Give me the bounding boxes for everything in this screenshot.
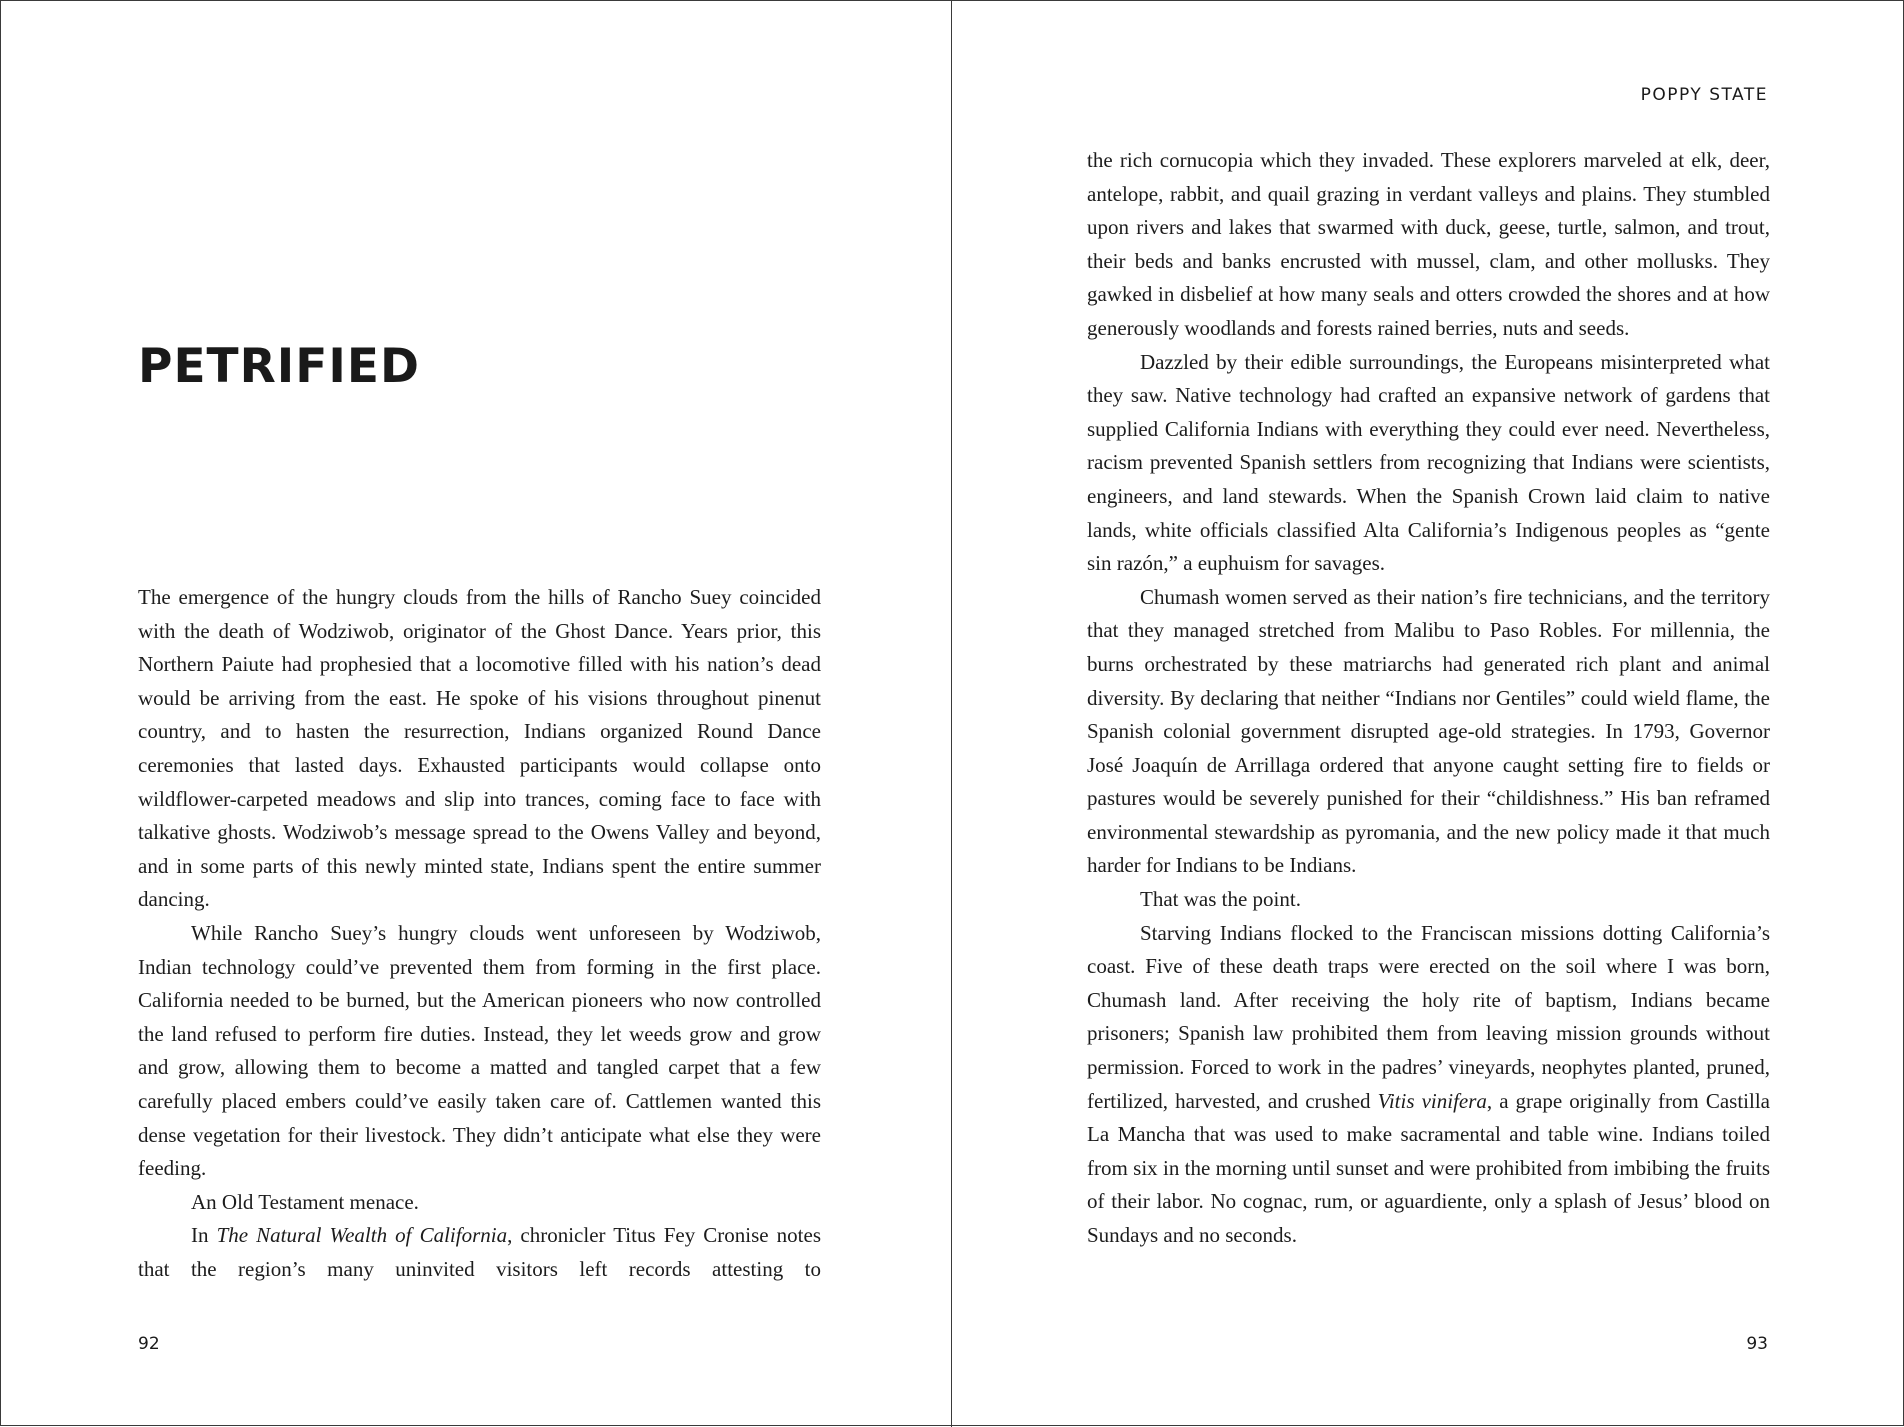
page-number-left: 92 [138,1334,160,1354]
page-number-right: 93 [1746,1334,1768,1354]
paragraph: Dazzled by their edible surroundings, the Europeans misinterpreted what they saw. Native technology had crafted an expansive network of gardens that supplied California Indians with everything they could ever need. Nevertheless, racism prevented Spanish settlers from recognizing that Indians were scientists, engineers, and land stewards. When the Spanish Crown laid claim to native lands, white officials classified Alta California’s Indigenous peoples as “gente sin razón,” a euphuism for savages. [1087,349,1770,576]
text-run: , a grape originally from Castilla La Mancha that was used to make sacramental and table wine. Indians toiled from six in the morning until sunset and were prohibited from imbibing the fruits of their labor. No cognac, rum, or aguardiente, only a splash of Jesus’ blood on Sundays and no seconds. [1087,1088,1770,1247]
right-body-text [1087,144,1770,1253]
left-page [1,1,951,1425]
running-head: POPPY STATE [1640,85,1768,105]
paragraph [1087,917,1770,1253]
paragraph: the rich cornucopia which they invaded. These explorers marveled at elk, deer, antelope, rabbit, and quail grazing in verdant valleys and plains. They stumbled upon rivers and lakes that swarmed with duck, geese, turtle, salmon, and trout, their beds and banks encrusted with mussel, clam, and other mollusks. They gawked in disbelief at how many seals and otters crowded the shores and at how generously woodlands and forests rained berries, nuts and seeds. [1087,148,1770,340]
paragraph: Chumash women served as their nation’s fire technicians, and the territory that they managed stretched from Malibu to Paso Robles. For millennia, the burns orchestrated by these matriarchs had generated rich plant and animal diversity. By declaring that neither “Indians nor Gentiles” could wield flame, the Spanish colonial government disrupted age-old strategies. In 1793, Governor José Joaquín de Arrillaga ordered that anyone caught setting fire to fields or pastures would be severely punished for their “childishness.” His ban reframed environmental stewardship as pyromania, and the new policy made it that much harder for Indians to be Indians. [1087,584,1770,878]
paragraph: That was the point. [1140,887,1301,912]
paragraph: The emergence of the hungry clouds from the hills of Rancho Suey coincided with the death of Wodziwob, originator of the Ghost Dance. Years prior, this Northern Paiute had prophesied that a locomotive filled with his nation’s dead would be arriving from the east. He spoke of his visions throughout pinenut country, and to hasten the resurrection, Indians organized Round Dance ceremonies that lasted days. Exhausted participants would collapse onto wildflower-carpeted meadows and slip into trances, coming face to face with talkative ghosts. Wodziwob’s message spread to the Owens Valley and beyond, and in some parts of this newly minted state, Indians spent the entire summer dancing. [138,585,821,912]
right-page [952,1,1903,1425]
paragraph: While Rancho Suey’s hungry clouds went unforeseen by Wodziwob, Indian technology could’ve prevented them from forming in the first place. California needed to be burned, but the American pioneers who now controlled the land refused to perform fire duties. Instead, they let weeds grow and grow and grow, allowing them to become a matted and tangled carpet that a few carefully placed embers could’ve easily taken care of. Cattlemen wanted this dense vegetation for their livestock. They didn’t anticipate what else they were feeding. [138,920,821,1181]
chapter-title: PETRIFIED [138,339,421,394]
left-body-text [138,581,821,1286]
paragraph: An Old Testament menace. [191,1189,419,1214]
text-run: , chronicler Titus Fey Cronise notes that the region’s many uninvited visitors left records attesting to [138,1223,821,1281]
paragraph [138,1219,821,1286]
text-run: In [191,1223,217,1248]
species-name-italic: Vitis vinifera [1377,1088,1487,1113]
book-title-italic: The Natural Wealth of California [216,1223,508,1248]
text-run: Starving Indians flocked to the Franciscan missions dotting California’s coast. Five of these death traps were erected on the soil where I was born, Chumash land. After receiving the holy rite of baptism, Indians became prisoners; Spanish law prohibited them from leaving mission grounds without permission. Forced to work in the padres’ vineyards, neophytes planted, pruned, fertilized, harvested, and crushed [1087,920,1770,1113]
